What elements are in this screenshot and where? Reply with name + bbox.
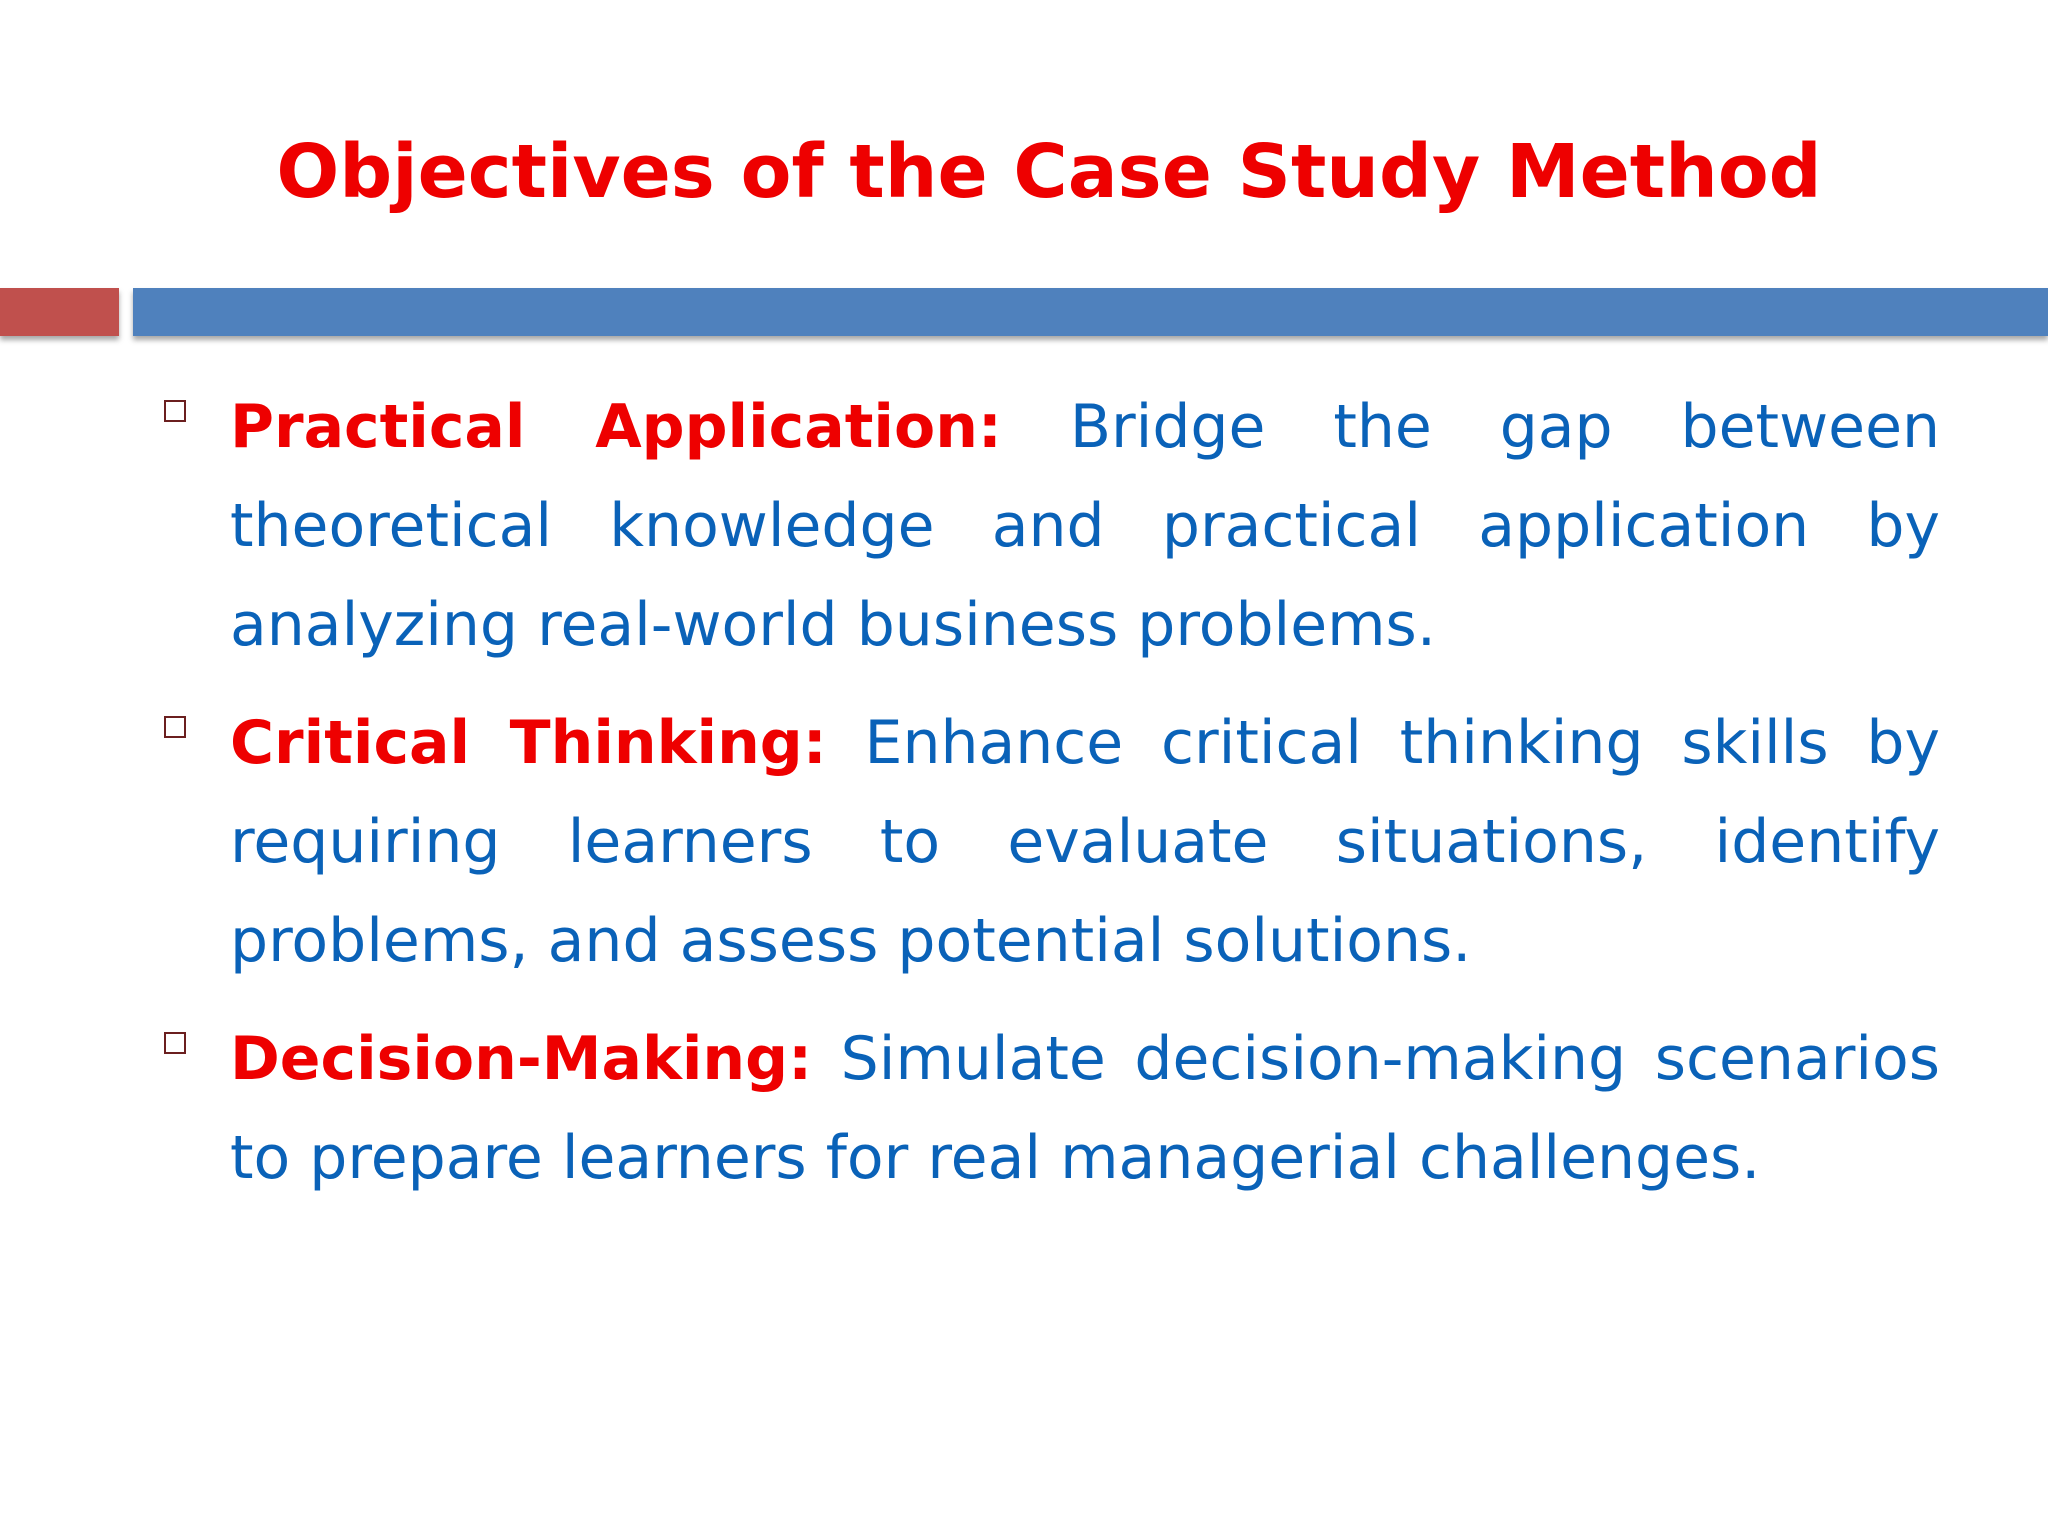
accent-bar-red — [0, 288, 119, 336]
item-description: Bridge the gap between theoretical knowledge and practical application by analyzing real-world business problems. — [230, 392, 1941, 660]
list-item-critical-thinking — [160, 694, 1940, 991]
item-term: Decision-Making: — [230, 1024, 813, 1094]
item-description: Enhance critical thinking skills by requiring learners to evaluate situations, identify problems, and assess potential solutions. — [230, 708, 1940, 976]
accent-bar-blue — [133, 288, 2048, 336]
item-term: Critical Thinking: — [230, 708, 827, 778]
square-bullet-icon — [164, 716, 186, 738]
list-item-decision-making — [160, 1010, 1940, 1208]
item-description: Simulate decision-making scenarios to prepare learners for real managerial challenges. — [230, 1024, 1940, 1193]
square-bullet-icon — [164, 1032, 186, 1054]
square-bullet-icon — [164, 400, 186, 422]
objectives-list — [160, 378, 1940, 1227]
list-item-practical-application — [160, 378, 1940, 675]
item-term: Practical Application: — [230, 392, 1002, 462]
slide-title: Objectives of the Case Study Method — [276, 129, 1822, 215]
